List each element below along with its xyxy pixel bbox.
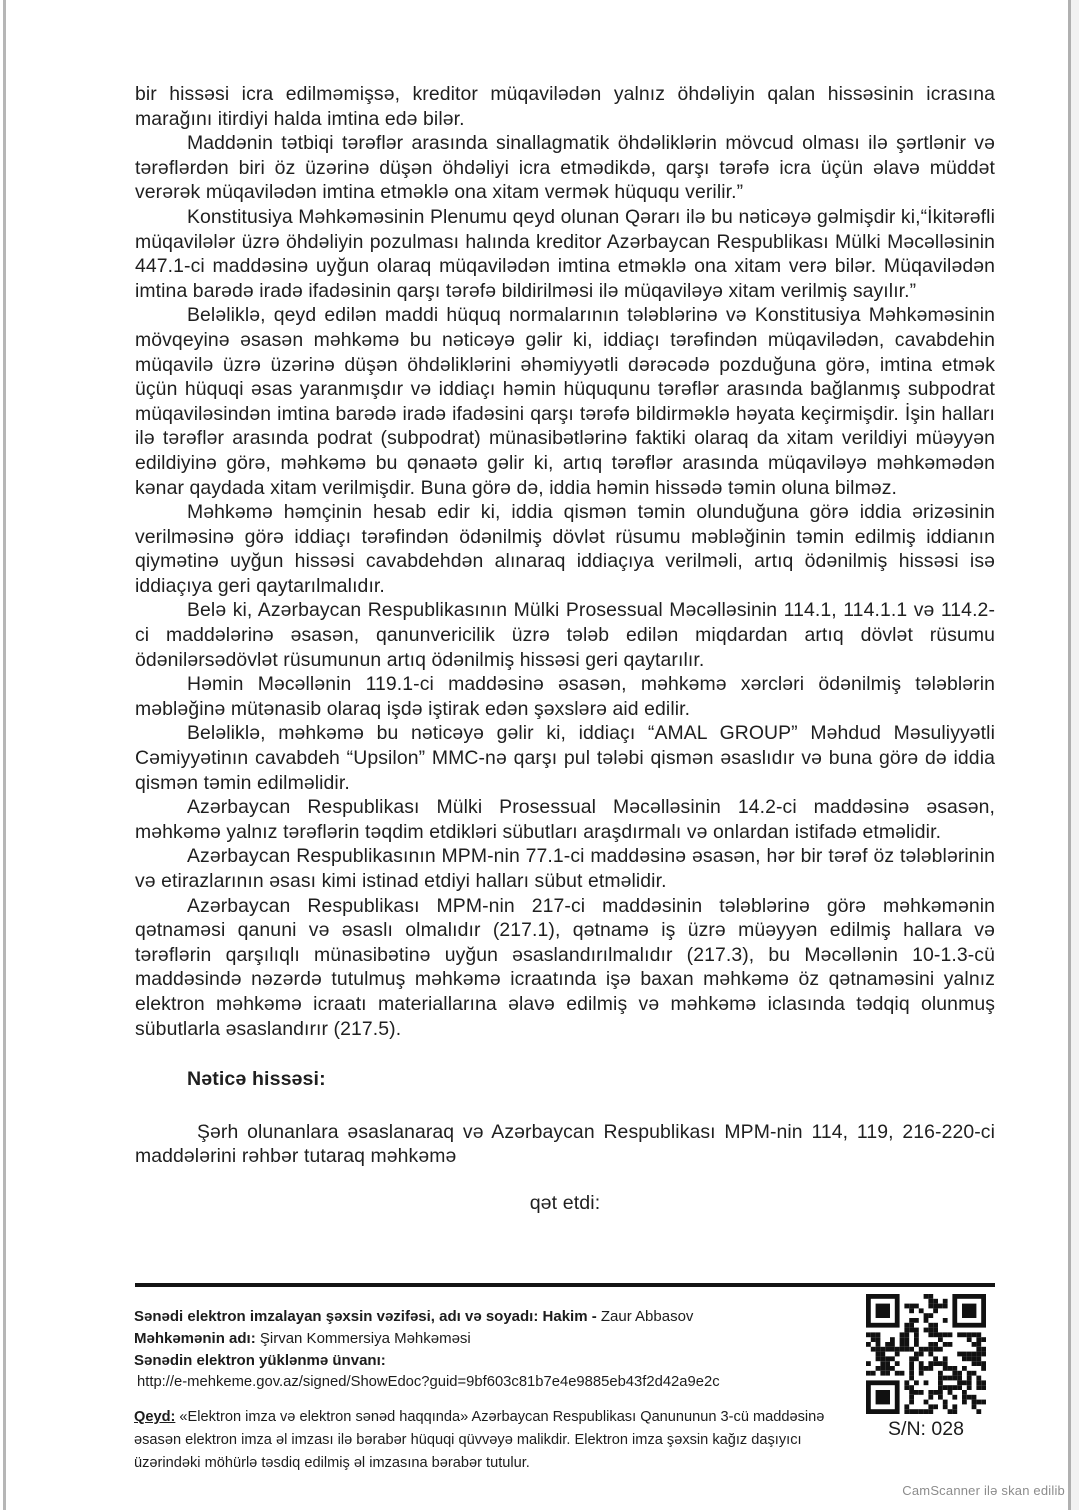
document-url: http://e-mehkeme.gov.az/signed/ShowEdoc?guid=9bf603c81b7e4e9885eb43f2d42a9e2c <box>137 1374 720 1390</box>
camscanner-watermark: CamScanner ilə skan edilib <box>902 1483 1065 1498</box>
paragraph: Maddənin tətbiqi tərəflər arasında sinallagmatik öhdəliklərin mövcud olması ilə şərtlənir və tərəflərdən biri öz üzərinə düşən öhdəliyi icra etmədikdə, qarşı tərəfə icra üçün əlavə müddət verərək müqavilədən imtina etməklə ona xitam vermək hüququ verilir.” <box>135 132 995 204</box>
scan-edge-left <box>3 0 6 1510</box>
legal-note <box>134 1406 852 1475</box>
paragraph: Konstitusiya Məhkəməsinin Plenumu qeyd olunan Qərarı ilə bu nəticəyə gəlmişdir ki,“İkitərəfli müqavilələr üzrə öhdəliyin pozulması halında kreditor Azərbaycan Respublikası Mülki Məcəlləsinin 447.1-ci maddəsinə uyğun olaraq müqavilədən imtina etməklə ona xitam verə bilər. Müqavilədən imtina barədə iradə ifadəsinin qarşı tərəfə bildirilməsi ilə müqaviləyə xitam verilmiş sayılır.” <box>135 205 995 302</box>
signer-line <box>134 1306 864 1328</box>
signature-block <box>134 1306 864 1475</box>
signer-name: Zaur Abbasov <box>600 1308 694 1325</box>
result-paragraph: Şərh olunanlara əsaslanaraq və Azərbaycan Respublikası MPM-nin 114, 119, 216-220-ci maddələrini rəhbər tutaraq məhkəmə <box>135 1120 995 1168</box>
paragraph: Azərbaycan Respublikası MPM-nin 217-ci maddəsinin tələblərinə görə məhkəmənin qətnaməsi qanuni və əsaslı olmalıdır (217.1), qətnamə iş üzrə müəyyən edilmiş hallara və tərəflərin qarşılıqlı münasibətinə uyğun əsaslandırılmalıdır (217.3), bu Məcəllənin 10-1.3-cü maddəsində nəzərdə tutulmuş məhkəmə icraatında işə baxan məhkəmə öz qətnaməsini yalnız elektron məhkəmə icraatı materiallarına əlavə edilmiş və məhkəmə iclasında tədqiq olunmuş sübutlarla əsaslandırır (217.5). <box>135 894 995 1040</box>
paragraph: Azərbaycan Respublikası Mülki Prosessual Məcəlləsinin 14.2-ci maddəsinə əsasən, məhkəmə yalnız tərəflərin təqdim etdikləri sübutları araşdırmalı və onlardan istifadə etməlidir. <box>135 796 995 843</box>
decision-line: qət etdi: <box>529 1191 601 1214</box>
signer-label: Sənədi elektron imzalayan şəxsin vəzifəsi, adı və soyadı: Hakim - <box>134 1308 597 1325</box>
download-label: Sənədin elektron yüklənmə ünvanı: <box>134 1352 386 1369</box>
paragraph: Məhkəmə həmçinin hesab edir ki, iddia qismən təmin olunduğuna görə iddia ərizəsinin verilməsinə görə iddiaçı tərəfindən ödənilmiş dövlət rüsumu məbləğinin təmin edilmiş iddianın qiymətinə uyğun hissəsi cavabdehdən alınaraq iddiaçıya verilməli, artıq ödənilmiş hissəsi isə iddiaçıya geri qaytarılmalıdır. <box>135 501 995 597</box>
note-label: Qeyd: <box>134 1409 176 1425</box>
document-body <box>135 82 995 1216</box>
paragraph: Beləliklə, məhkəmə bu nəticəyə gəlir ki, iddiaçı “AMAL GROUP” Məhdud Məsuliyyətli Cəmiyyətinın cavabdeh “Upsilon” MMC-nə qarşı pul tələbi qismən əsaslıdır və buna görə də iddia qismən təmin edilməlidir. <box>135 722 995 794</box>
scan-edge-right-band <box>1071 0 1079 1510</box>
signature-separator-line <box>135 1283 995 1287</box>
court-line <box>134 1328 864 1350</box>
qr-code-icon <box>866 1294 986 1414</box>
paragraph: Belə ki, Azərbaycan Respublikasının Mülki Prosessual Məcəlləsinin 114.1, 114.1.1 və 114.2-ci maddələrinə əsasən, qanunvericilik üzrə tələb edilən miqdardan artıq dövlət rüsumu ödənilərsədövlət rüsumunun artıq ödənilmiş hissəsi geri qaytarılır. <box>135 599 995 671</box>
court-name: Şirvan Kommersiya Məhkəməsi <box>259 1330 471 1347</box>
court-label: Məhkəmənin adı: <box>134 1330 256 1347</box>
note-text: «Elektron imza və elektron sənəd haqqında» Azərbaycan Respublikası Qanununun 3-cü maddəsinə əsasən elektron imza əl imzası ilə bərabər hüquqi qüvvəyə malikdir. Elektron imza şəxsin kağız daşıyıcı üzərindəki möhürlə təsdiq edilmiş əl imzasına bərabər tutulur. <box>134 1409 825 1471</box>
result-section-heading: Nəticə hissəsi: <box>187 1068 326 1091</box>
serial-number: S/N: 028 <box>888 1418 964 1440</box>
paragraph: Beləliklə, qeyd edilən maddi hüquq normalarının tələblərinə və Konstitusiya Məhkəməsinin mövqeyinə əsasən məhkəmə bu nəticəyə gəlir ki, iddiaçı tərəfindən müqavilədən, cavabdehin müqavilə üzrə üzərinə düşən öhdəliklərini əhəmiyyətli dərəcədə pozduğuna görə, imtina etmək üçün hüquqi əsas yaranmışdır və iddiaçı həmin hüququnu tərəflər arasında bağlanmış subpodrat müqaviləsindən imtina barədə iradə ifadəsini qarşı tərəfə bildirməklə həyata keçirmişdir. İşin halları ilə tərəflər arasında podrat (subpodrat) münasibətlərinə faktiki olaraq da xitam verildiyi müəyyən edildiyinə görə, məhkəmə bu qənaətə gəlir ki, artıq tərəflər arasında müqaviləyə məhkəmədən kənar qaydada xitam verilmişdir. Buna görə də, iddia həmin hissədə təmin oluna bilməz. <box>135 304 995 499</box>
paragraph: bir hissəsi icra edilməmişsə, kreditor müqavilədən yalnız öhdəliyin qalan hissəsinin icrasına marağını itirdiyi halda imtina edə bilər. <box>135 83 995 130</box>
paragraph: Həmin Məcəllənin 119.1-ci maddəsinə əsasən, məhkəmə xərcləri ödənilmiş tələblərin məbləğinə mütənasib olaraq işdə iştirak edən şəxslərə aid edilir. <box>135 673 995 720</box>
paragraph: Azərbaycan Respublikasının MPM-nin 77.1-ci maddəsinə əsasən, hər bir tərəf öz tələblərinin və etirazlarının əsası kimi istinad etdiyi halları sübut etməlidir. <box>135 845 995 892</box>
